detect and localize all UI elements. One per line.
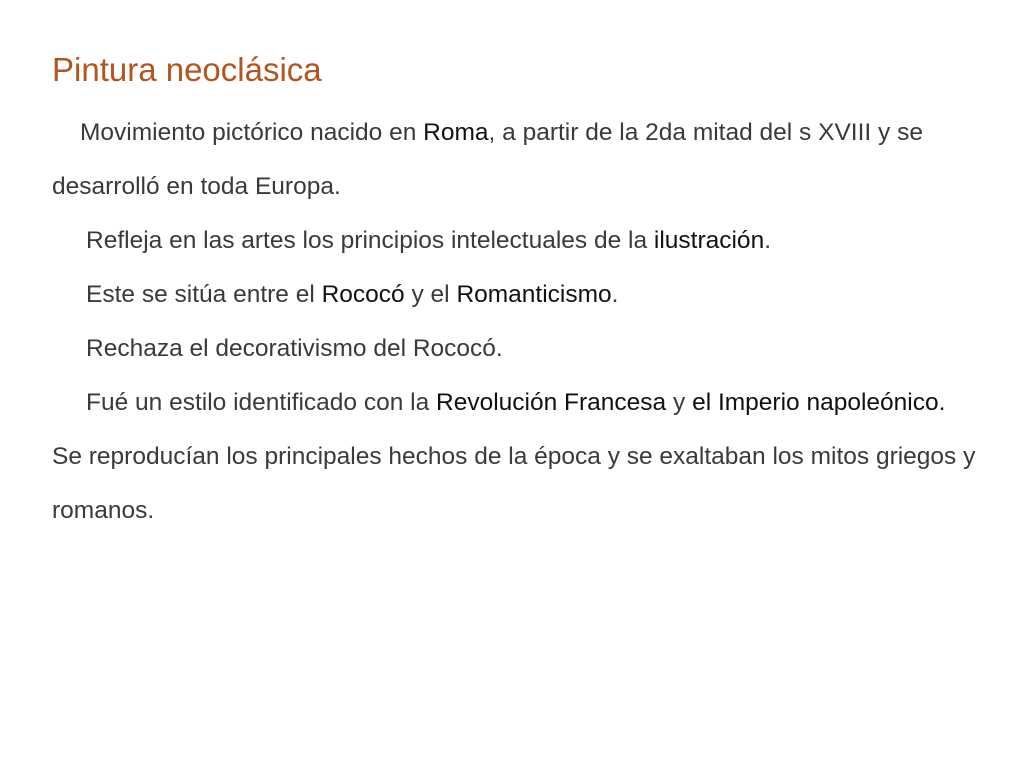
paragraph-rechazo — [52, 322, 982, 376]
text-segment: Rechaza el decorativismo del Rococó. — [86, 335, 503, 362]
highlight-romanticismo: Romanticismo — [456, 281, 612, 308]
text-segment: Este se sitúa entre el — [86, 281, 322, 308]
text-segment: Movimiento pictórico nacido en — [80, 119, 424, 146]
paragraph-periodo — [52, 268, 982, 322]
text-segment: Fué un estilo identificado con la — [86, 389, 437, 416]
highlight-ilustracion: ilustración — [653, 227, 765, 254]
text-segment: y — [666, 389, 693, 416]
text-segment: , a partir de la 2da mitad del s XVIII y se desarrolló en toda Europa. — [52, 119, 923, 200]
slide-title: Pintura neoclásica — [52, 51, 322, 88]
paragraph-origin — [52, 106, 982, 214]
highlight-imperio-napoleonico: el Imperio napoleónico. — [692, 389, 946, 416]
text-segment: Se reproducían los principales hechos de la época y se exaltaban los mitos griegos y romanos. — [52, 443, 976, 524]
text-segment: Refleja en las artes los principios intelectuales de la — [86, 227, 654, 254]
highlight-roma: Roma — [423, 119, 489, 146]
paragraph-ilustracion — [52, 214, 982, 268]
highlight-revolucion-francesa: Revolución Francesa — [436, 389, 667, 416]
slide-body — [52, 106, 982, 538]
highlight-rococo: Rococó — [321, 281, 405, 308]
text-segment: y el — [404, 281, 457, 308]
text-segment: . — [764, 227, 772, 254]
text-segment: . — [611, 281, 619, 308]
paragraph-revolucion — [52, 376, 982, 538]
